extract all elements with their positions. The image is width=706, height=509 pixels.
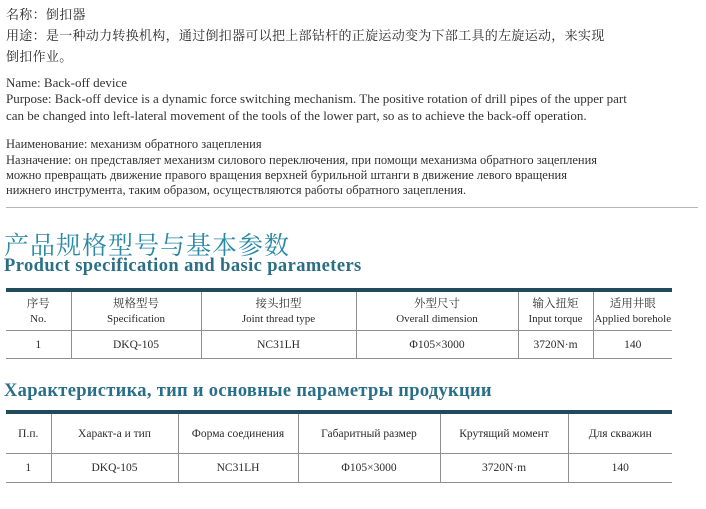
header-cell: Характ-а и тип <box>51 412 178 454</box>
purpose-en-line2: can be changed into left-lateral movement of the tools of the lower part, so as to achieve the back-off operation. <box>6 108 587 123</box>
cell-number: 1 <box>6 331 71 359</box>
section-title-en: Product specification and basic parameters <box>4 256 362 276</box>
cell-thread-type: NC31LH <box>201 331 356 359</box>
cell-specification: DKQ-105 <box>51 454 178 483</box>
cell-thread-type: NC31LH <box>178 454 298 483</box>
purpose-ru-line2: можно превращать движение правого вращения верхней бурильной штанги в движение левого вращения <box>6 168 567 182</box>
purpose-zh-line1: 用途：是一种动力转换机构，通过倒扣器可以把上部钻杆的正旋运动变为下部工具的左旋运动，来实现 <box>6 29 605 44</box>
table-row <box>6 454 672 483</box>
name-en: Name: Back-off device <box>6 75 128 90</box>
table-row <box>6 331 672 359</box>
header-cell: Габаритный размер <box>298 412 440 454</box>
header-cell: Для скважин <box>568 412 672 454</box>
table-header-row <box>6 290 672 331</box>
header-cell: 接头扣型 Joint thread type <box>201 290 356 331</box>
cell-number: 1 <box>6 454 51 483</box>
purpose-en-line1: Purpose: Back-off device is a dynamic force switching mechanism. The positive rotation of drill pipes of the upper part <box>6 91 627 106</box>
header-cell: Форма соединения <box>178 412 298 454</box>
spec-table-zh-en <box>6 288 672 359</box>
section-title-ru: Характеристика, тип и основные параметры продукции <box>4 381 492 401</box>
section-title-zh: 产品规格型号与基本参数 <box>4 231 291 260</box>
name-ru: Наименование: механизм обратного зацепления <box>6 137 262 151</box>
header-cell: П.п. <box>6 412 51 454</box>
header-cell: Крутящий момент <box>440 412 568 454</box>
cell-specification: DKQ-105 <box>71 331 201 359</box>
purpose-ru-line3: нижнего инструмента, таким образом, осуществляются работы обратного зацепления. <box>6 183 467 197</box>
cell-dimension: Φ105×3000 <box>356 331 518 359</box>
header-cell: 适用井眼 Applied borehole <box>593 290 672 331</box>
cell-dimension: Φ105×3000 <box>298 454 440 483</box>
section-divider <box>6 207 698 208</box>
cell-torque: 3720N·m <box>518 331 593 359</box>
header-cell: 规格型号 Specification <box>71 290 201 331</box>
table-header-row <box>6 412 672 454</box>
cell-borehole: 140 <box>568 454 672 483</box>
name-zh: 名称：倒扣器 <box>6 8 86 23</box>
purpose-zh-line2: 倒扣作业。 <box>6 50 73 65</box>
purpose-ru-line1: Назначение: он представляет механизм силового переключения, при помощи механизма обратного зацепления <box>6 153 598 167</box>
spec-table-ru <box>6 410 672 483</box>
cell-borehole: 140 <box>593 331 672 359</box>
header-cell: 输入扭矩 Input torque <box>518 290 593 331</box>
header-cell: 序号 No. <box>6 290 71 331</box>
cell-torque: 3720N·m <box>440 454 568 483</box>
header-cell: 外型尺寸 Overall dimension <box>356 290 518 331</box>
